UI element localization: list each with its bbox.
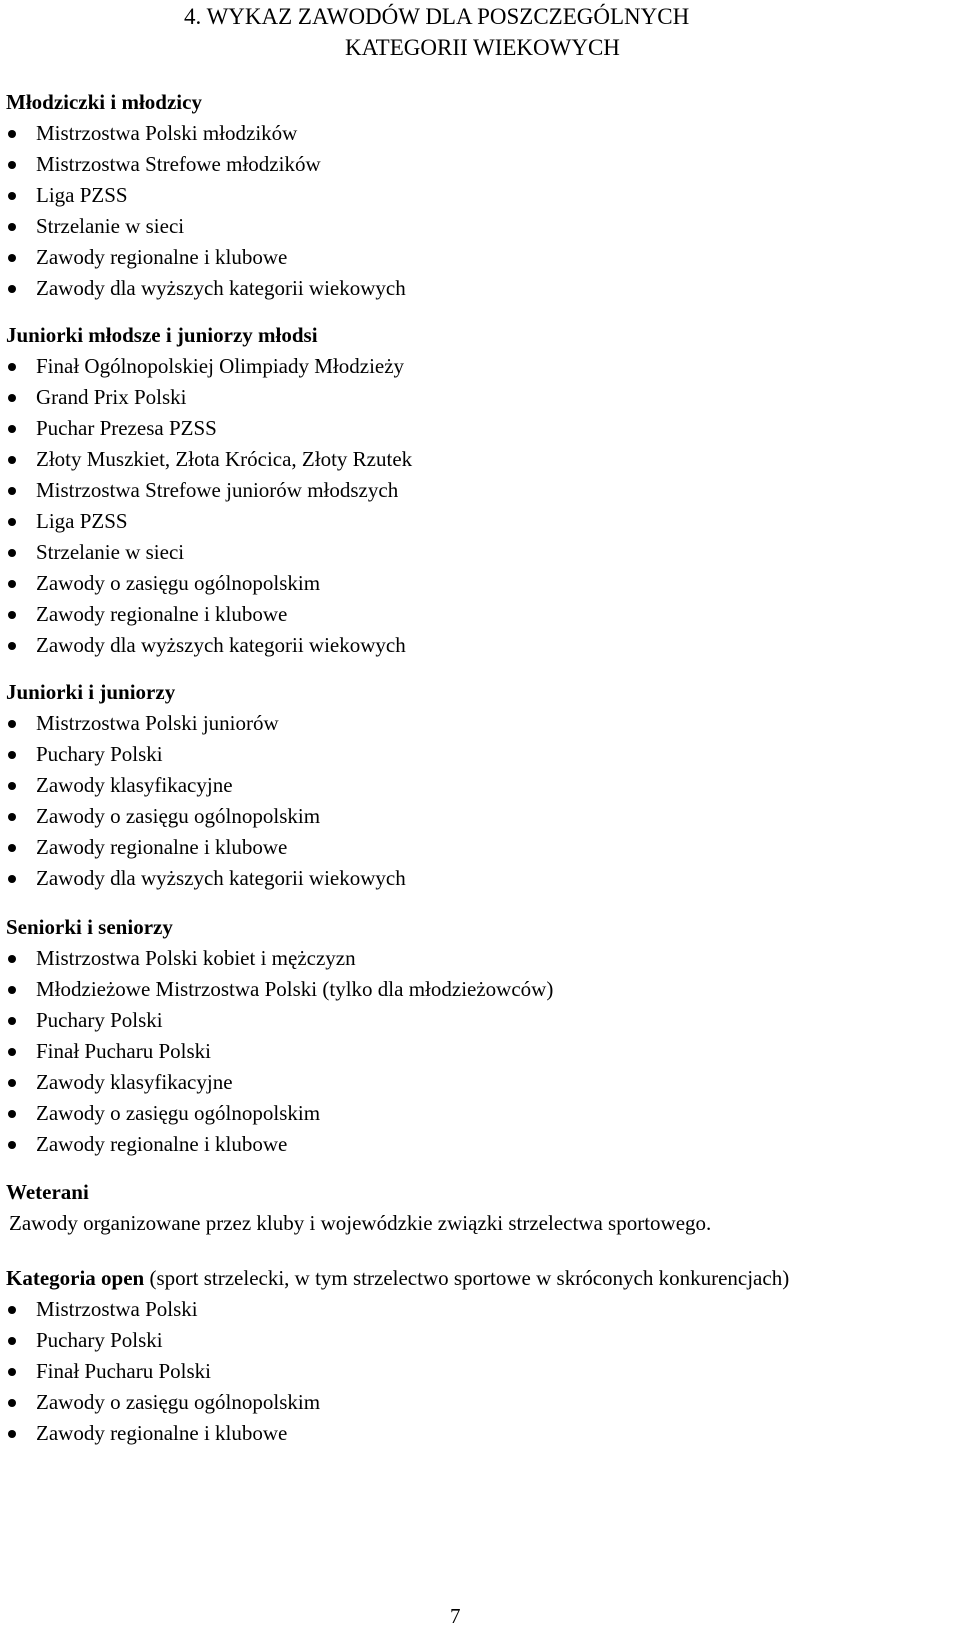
- bullet-icon: [8, 642, 16, 650]
- title-line-1: 4. WYKAZ ZAWODÓW DLA POSZCZEGÓLNYCH: [184, 4, 690, 29]
- list-item: [6, 149, 956, 180]
- list-item: [6, 708, 956, 739]
- bullet-icon: [8, 986, 16, 994]
- list-item-label: Zawody dla wyższych kategorii wiekowych: [36, 276, 406, 300]
- bullet-icon: [8, 1141, 16, 1149]
- list-item: [6, 1067, 956, 1098]
- bullet-icon: [8, 611, 16, 619]
- list-item: [6, 1294, 956, 1325]
- section-heading: Juniorki młodsze i juniorzy młodsi: [6, 323, 318, 347]
- list-item-label: Zawody regionalne i klubowe: [36, 245, 288, 269]
- list-item-label: Puchary Polski: [36, 742, 163, 766]
- list-item: [6, 630, 956, 661]
- section-juniorzy-mlodsi: [6, 320, 956, 661]
- list-item-label: Zawody regionalne i klubowe: [36, 602, 288, 626]
- section-heading: Juniorki i juniorzy: [6, 680, 176, 704]
- section-mlodzicy: [6, 87, 956, 304]
- bullet-icon: [8, 1399, 16, 1407]
- list-item: [6, 1387, 956, 1418]
- list-item: [6, 444, 956, 475]
- competition-list: [6, 118, 956, 304]
- list-item: [6, 1005, 956, 1036]
- list-item-label: Puchary Polski: [36, 1008, 163, 1032]
- section-open: [6, 1263, 956, 1449]
- bullet-icon: [8, 130, 16, 138]
- list-item-label: Finał Pucharu Polski: [36, 1039, 212, 1063]
- list-item: [6, 242, 956, 273]
- list-item-label: Mistrzostwa Polski juniorów: [36, 711, 279, 735]
- competition-list: [6, 1294, 956, 1449]
- section-seniorzy: [6, 912, 956, 1160]
- bullet-icon: [8, 223, 16, 231]
- list-item: [6, 863, 956, 894]
- list-item-label: Finał Pucharu Polski: [36, 1359, 212, 1383]
- list-item: [6, 943, 956, 974]
- bullet-icon: [8, 1430, 16, 1438]
- list-item: [6, 118, 956, 149]
- list-item-label: Zawody klasyfikacyjne: [36, 773, 233, 797]
- section-weterani: [6, 1177, 956, 1239]
- list-item: [6, 801, 956, 832]
- section-juniorzy: [6, 677, 956, 894]
- list-item-label: Zawody o zasięgu ogólnopolskim: [36, 804, 321, 828]
- list-item-label: Strzelanie w sieci: [36, 214, 185, 238]
- bullet-icon: [8, 1017, 16, 1025]
- list-item: [6, 599, 956, 630]
- list-item: [6, 180, 956, 211]
- list-item: [6, 832, 956, 863]
- list-item-label: Finał Ogólnopolskiej Olimpiady Młodzieży: [36, 354, 405, 378]
- bullet-icon: [8, 394, 16, 402]
- bullet-icon: [8, 813, 16, 821]
- bullet-icon: [8, 1110, 16, 1118]
- list-item-label: Mistrzostwa Strefowe młodzików: [36, 152, 321, 176]
- competition-list: [6, 708, 956, 894]
- list-item: [6, 273, 956, 304]
- list-item: [6, 1356, 956, 1387]
- list-item-label: Mistrzostwa Polski młodzików: [36, 121, 298, 145]
- page-number: 7: [450, 1604, 461, 1628]
- bullet-icon: [8, 161, 16, 169]
- list-item-label: Liga PZSS: [36, 183, 128, 207]
- section-heading: [6, 1263, 956, 1294]
- list-item-label: Zawody o zasięgu ogólnopolskim: [36, 1101, 321, 1125]
- list-item: [6, 1418, 956, 1449]
- list-item-label: Młodzieżowe Mistrzostwa Polski (tylko dla młodzieżowców): [36, 977, 554, 1001]
- list-item-label: Zawody regionalne i klubowe: [36, 1132, 288, 1156]
- list-item: [6, 568, 956, 599]
- list-item: [6, 1036, 956, 1067]
- bullet-icon: [8, 751, 16, 759]
- section-heading: Seniorki i seniorzy: [6, 915, 173, 939]
- list-item: [6, 739, 956, 770]
- competition-list: [6, 943, 956, 1160]
- list-item: [6, 537, 956, 568]
- list-item-label: Grand Prix Polski: [36, 385, 187, 409]
- competition-list: [6, 351, 956, 661]
- bullet-icon: [8, 1368, 16, 1376]
- bullet-icon: [8, 192, 16, 200]
- list-item-label: Zawody o zasięgu ogólnopolskim: [36, 571, 321, 595]
- bullet-icon: [8, 875, 16, 883]
- bullet-icon: [8, 518, 16, 526]
- bullet-icon: [8, 487, 16, 495]
- list-item: [6, 770, 956, 801]
- list-item: [6, 382, 956, 413]
- bullet-icon: [8, 1306, 16, 1314]
- bullet-icon: [8, 720, 16, 728]
- list-item: [6, 1098, 956, 1129]
- list-item-label: Zawody dla wyższych kategorii wiekowych: [36, 866, 406, 890]
- section-heading-label: Kategoria open: [6, 1266, 145, 1290]
- list-item: [6, 351, 956, 382]
- list-item-label: Puchary Polski: [36, 1328, 163, 1352]
- list-item-label: Zawody regionalne i klubowe: [36, 835, 288, 859]
- list-item: [6, 413, 956, 444]
- list-item-label: Mistrzostwa Strefowe juniorów młodszych: [36, 478, 399, 502]
- bullet-icon: [8, 363, 16, 371]
- section-heading-note: (sport strzelecki, w tym strzelectwo sportowe w skróconych konkurencjach): [144, 1266, 790, 1290]
- section-heading: Młodziczki i młodzicy: [6, 90, 202, 114]
- list-item-label: Puchar Prezesa PZSS: [36, 416, 217, 440]
- bullet-icon: [8, 285, 16, 293]
- list-item: [6, 974, 956, 1005]
- title-line-2: KATEGORII WIEKOWYCH: [345, 35, 620, 60]
- bullet-icon: [8, 844, 16, 852]
- list-item-label: Mistrzostwa Polski: [36, 1297, 198, 1321]
- bullet-icon: [8, 955, 16, 963]
- bullet-icon: [8, 549, 16, 557]
- bullet-icon: [8, 254, 16, 262]
- list-item-label: Strzelanie w sieci: [36, 540, 185, 564]
- list-item-label: Zawody dla wyższych kategorii wiekowych: [36, 633, 406, 657]
- bullet-icon: [8, 456, 16, 464]
- list-item: [6, 1129, 956, 1160]
- bullet-icon: [8, 1079, 16, 1087]
- bullet-icon: [8, 1337, 16, 1345]
- list-item-label: Zawody klasyfikacyjne: [36, 1070, 233, 1094]
- list-item-label: Złoty Muszkiet, Złota Krócica, Złoty Rzutek: [36, 447, 413, 471]
- list-item: [6, 506, 956, 537]
- list-item: [6, 475, 956, 506]
- list-item-label: Zawody o zasięgu ogólnopolskim: [36, 1390, 321, 1414]
- section-heading: Weterani: [6, 1180, 89, 1204]
- bullet-icon: [8, 1048, 16, 1056]
- bullet-icon: [8, 580, 16, 588]
- bullet-icon: [8, 425, 16, 433]
- list-item: [6, 1325, 956, 1356]
- list-item-label: Mistrzostwa Polski kobiet i mężczyzn: [36, 946, 356, 970]
- weterani-description: Zawody organizowane przez kluby i wojewódzkie związki strzelectwa sportowego.: [9, 1211, 712, 1235]
- list-item-label: Liga PZSS: [36, 509, 128, 533]
- list-item: [6, 211, 956, 242]
- bullet-icon: [8, 782, 16, 790]
- list-item-label: Zawody regionalne i klubowe: [36, 1421, 288, 1445]
